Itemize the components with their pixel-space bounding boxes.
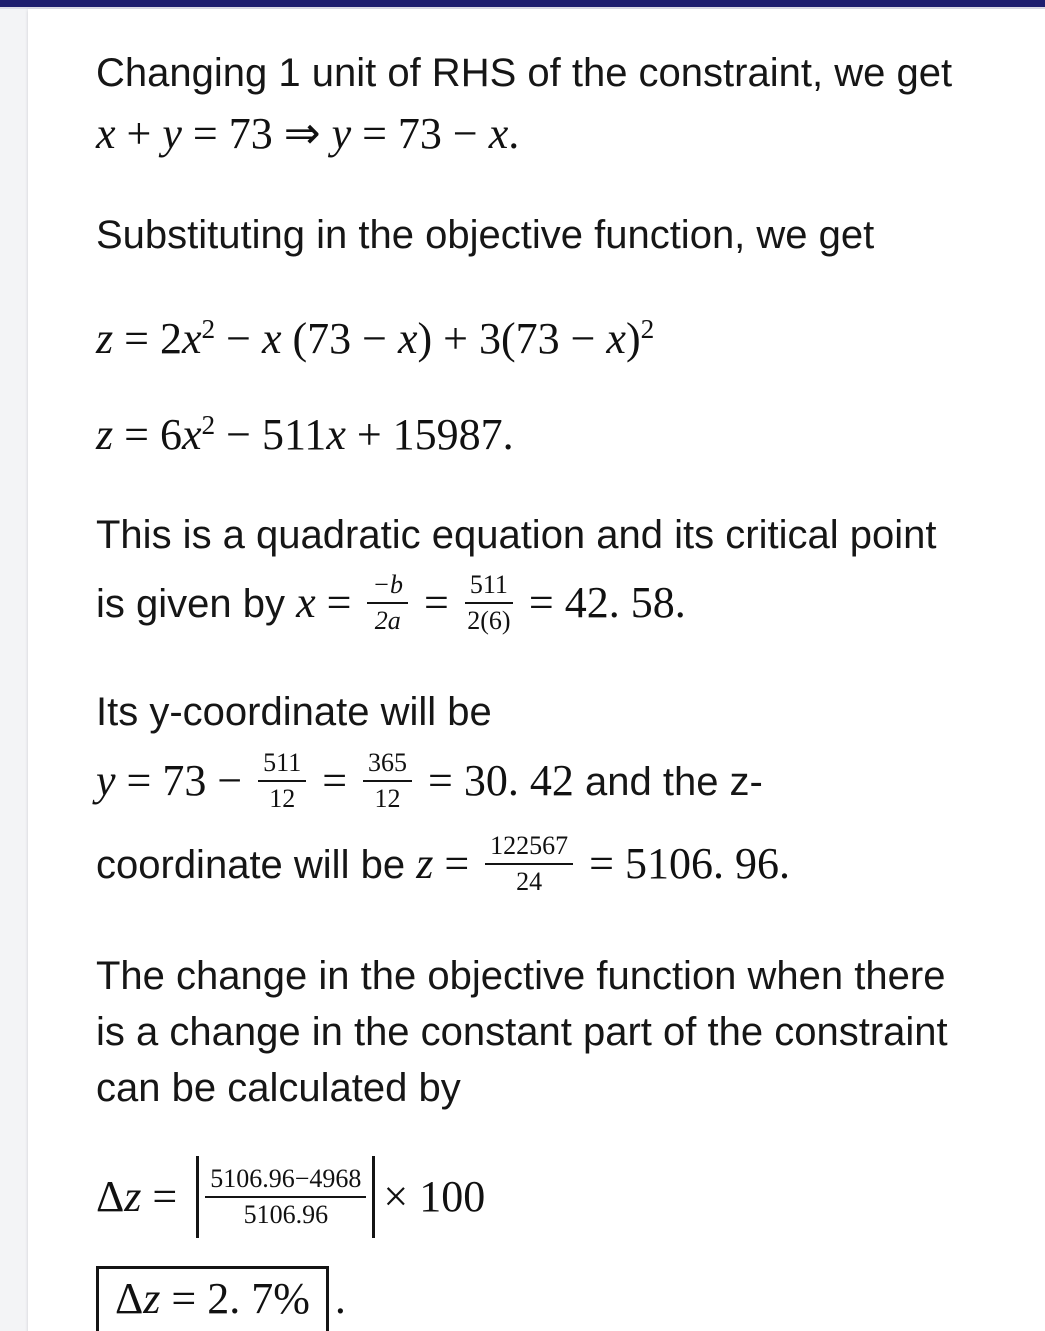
- page-background: [0, 9, 1045, 1331]
- paragraph-substituting: Substituting in the objective function, we get: [96, 213, 875, 257]
- fraction-511-over-2-6: $\frac{511}{2(6)}$: [465, 570, 513, 636]
- fraction-122567-over-24: $\frac{122567}{24}$: [485, 831, 573, 897]
- critical-point-formula-line: is given by x = $\frac{-b}{2a}$ = $\frac{511}{2(6)}$ = 42. 58.: [96, 569, 686, 635]
- absolute-value-bars: [196, 1156, 375, 1238]
- paragraph-critical-point: This is a quadratic equation and its critical point is given by x = $\frac{-b}{2a}$ = $\frac{511}{2(6)}$ = 42. 58.: [96, 513, 937, 635]
- result-box: Δz = 2. 7%: [96, 1266, 329, 1331]
- paragraph-change-explanation: The change in the objective function when there is a change in the constant part of the constraint can be calculated by: [96, 954, 948, 1110]
- equation-constraint: x + y = 73 ⇒ y = 73 − x.: [96, 109, 520, 158]
- equation-objective-expanded: $z = 2x^2 - x$ $(73 - x) + 3(73 - x)^2$: [96, 314, 655, 363]
- answer-card: [28, 9, 1045, 1331]
- fraction-511-over-12: $\frac{511}{12}$: [258, 748, 306, 814]
- intro-text-line: Changing 1 unit of RHS of the constraint, we get: [96, 51, 953, 95]
- y-coordinate-formula-line: y = 73 − $\frac{511}{12}$ = $\frac{365}{12}$ = 30. 42 and the z- coordinate will be z = $\frac{122567}{24}$ = 5106. 96.: [96, 747, 790, 896]
- fraction-delta-z-percent: $\frac{5106.96-4968}{5106.96}$: [205, 1164, 366, 1230]
- final-answer: [96, 1264, 1023, 1331]
- equation-delta-z: Δz = $\frac{5106.96-4968}{5106.96}$ × 100: [96, 1152, 1023, 1242]
- top-accent-bar: [0, 0, 1045, 9]
- fraction-365-over-12: $\frac{365}{12}$: [363, 748, 412, 814]
- paragraph-intro: [96, 45, 1023, 167]
- equation-objective-simplified: $z = 6x^2 - 511x + 15987$.: [96, 410, 514, 459]
- sentence-period: .: [334, 1274, 346, 1323]
- fraction-minus-b-over-2a: $\frac{-b}{2a}$: [367, 570, 408, 636]
- equation-critical-x: x = $\frac{-b}{2a}$ = $\frac{511}{2(6)}$ = 42. 58.: [296, 569, 686, 635]
- paragraph-y-coordinate: Its y-coordinate will be y = 73 − $\frac{511}{12}$ = $\frac{365}{12}$ = 30. 42 and the z- coordinate will be z = $\frac{122567}{24}$ = 5106. 96.: [96, 690, 790, 896]
